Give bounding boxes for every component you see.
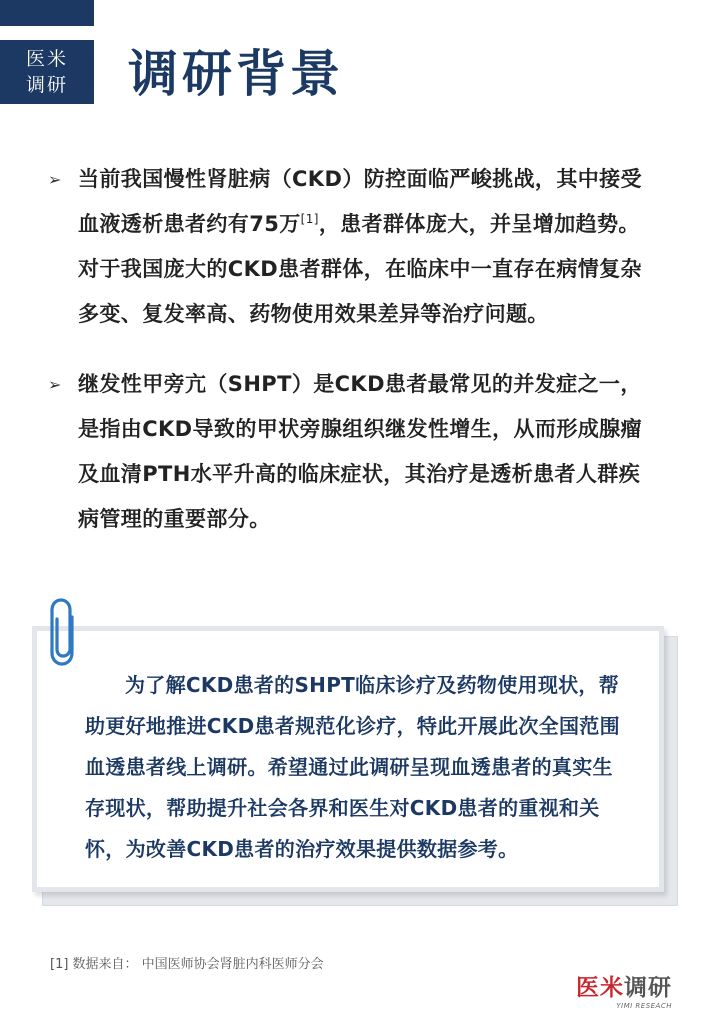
footnote: [1] 数据来自： 中国医师协会肾脏内科医师分会 [50,957,324,972]
badge-line-1: 医米 [25,48,68,70]
background-bullet-list [48,157,656,542]
arrowhead-bullet-icon: ➢ [48,170,62,189]
brand-badge [0,40,94,104]
citation-mark: [1] [300,212,319,226]
logo-subtitle: YIMI RESEACH [616,1002,672,1010]
top-accent-bar [0,0,94,26]
bullet-item-ckd-challenge [48,157,656,337]
bullet-text-part-1: 当前我国慢性肾脏病（CKD）防控面临严峻挑战，其中接受血液透析患者约有75万 [78,167,642,236]
logo-part-2: 调研 [624,975,672,1001]
logo-part-1: 医米 [576,975,624,1001]
page-title: 调研背景 [128,45,344,103]
bullet-text-part-2: ，患者群体庞大，并呈增加趋势。对于我国庞大的CKD患者群体，在临床中一直存在病情复杂多变、复发率高、药物使用效果差异等治疗问题。 [78,212,642,326]
callout-text: 为了解CKD患者的SHPT临床诊疗及药物使用现状，帮助更好地推进CKD患者规范化诊疗，特此开展此次全国范围血透患者线上调研。希望通过此调研呈现血透患者的真实生存现状，帮助提升社会各界和医生对CKD患者的重视和关怀，为改善CKD患者的治疗效果提供数据参考。 [85,673,620,861]
brand-logo [576,974,686,1014]
paperclip-icon [46,597,82,667]
badge-line-2: 调研 [25,74,68,96]
bullet-text: 继发性甲旁亢（SHPT）是CKD患者最常见的并发症之一，是指由CKD导致的甲状旁腺组织继发性增生，从而形成腺瘤及血清PTH水平升高的临床症状，其治疗是透析患者人群疾病管理的重要部分。 [78,372,642,531]
arrowhead-bullet-icon: ➢ [48,375,62,394]
bullet-item-shpt [48,362,656,542]
callout-card [32,626,664,892]
